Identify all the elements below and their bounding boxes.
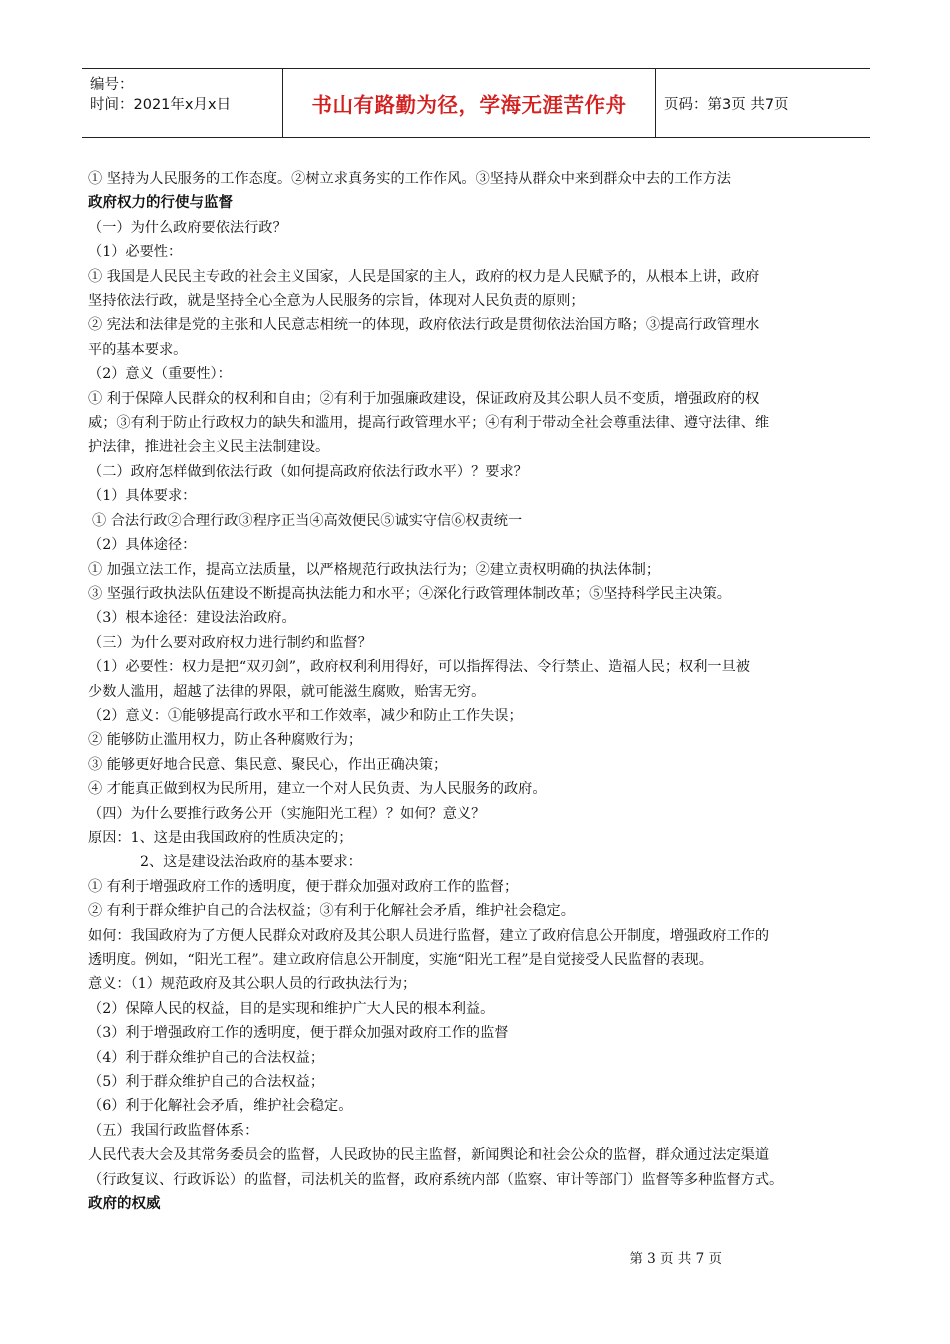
text-line: ② 有利于群众维护自己的合法权益；③有利于化解社会矛盾，维护社会稳定。 xyxy=(88,903,575,920)
text-line: （3）利于增强政府工作的透明度，便于群众加强对政府工作的监督 xyxy=(88,1025,509,1042)
text-line: 少数人滥用，超越了法律的界限，就可能滋生腐败，贻害无穷。 xyxy=(88,683,486,700)
text-line: （一）为什么政府要依法行政？ xyxy=(88,219,287,236)
text-line: （1）必要性：权力是把“双刃剑”，政府权利利用得好，可以指挥得法、令行禁止、造福人民；权利一旦被 xyxy=(88,659,750,676)
text-line: ① 利于保障人民群众的权利和自由；②有利于加强廉政建设，保证政府及其公职人员不变质，增强政府的权 xyxy=(88,390,760,407)
text-line: （1）必要性： xyxy=(88,244,183,261)
text-line: 威；③有利于防止行政权力的缺失和滥用，提高行政管理水平；④有利于带动全社会尊重法律、遵守法律、维 xyxy=(88,415,770,432)
text-line: （2）具体途径： xyxy=(88,537,197,554)
text-line: 2、这是建设法治政府的基本要求： xyxy=(140,854,362,871)
text-line: ② 宪法和法律是党的主张和人民意志相统一的体现，政府依法行政是贯彻依法治国方略；③提高行政管理水 xyxy=(88,317,760,334)
text-line: ① 我国是人民民主专政的社会主义国家，人民是国家的主人，政府的权力是人民赋予的，从根本上讲，政府 xyxy=(88,268,760,285)
section-heading: 政府的权威 xyxy=(88,1196,161,1213)
text-line: 坚持依法行政，就是坚持全心全意为人民服务的宗旨，体现对人民负责的原则； xyxy=(88,293,585,310)
text-line: （4）利于群众维护自己的合法权益； xyxy=(88,1049,325,1066)
text-line: （5）利于群众维护自己的合法权益； xyxy=(88,1074,325,1091)
text-line: ① 坚持为人民服务的工作态度。②树立求真务实的工作作风。③坚持从群众中来到群众中去的工作方法 xyxy=(88,171,731,187)
text-line: 平的基本要求。 xyxy=(88,341,188,358)
text-line: 原因：1、这是由我国政府的性质决定的； xyxy=(88,829,353,846)
header-date: 时间：2021年x月x日 xyxy=(90,97,232,113)
text-line: ③ 能够更好地合民意、集民意、聚民心，作出正确决策； xyxy=(88,756,448,773)
text-line: 如何：我国政府为了方便人民群众对政府及其公职人员进行监督，建立了政府信息公开制度，增强政府工作的 xyxy=(88,927,770,944)
text-line: （6）利于化解社会矛盾，维护社会稳定。 xyxy=(88,1098,353,1115)
text-line: （行政复议、行政诉讼）的监督，司法机关的监督，政府系统内部（监察、审计等部门）监督等多种监督方式。 xyxy=(88,1171,784,1188)
text-line: 人民代表大会及其常务委员会的监督，人民政协的民主监督，新闻舆论和社会公众的监督，群众通过法定渠道 xyxy=(88,1147,770,1164)
header-meta xyxy=(82,69,282,137)
header-page-number: 页码：第3页 共7页 xyxy=(664,96,789,113)
text-line: 护法律，推进社会主义民主法制建设。 xyxy=(88,439,330,456)
text-line: （2）意义（重要性）： xyxy=(88,366,232,383)
text-line: ① 有利于增强政府工作的透明度，便于群众加强对政府工作的监督； xyxy=(88,878,519,895)
text-line: ① 加强立法工作，提高立法质量，以严格规范行政执法行为；②建立责权明确的执法体制； xyxy=(88,561,661,578)
text-line: 透明度。例如，“阳光工程”。建立政府信息公开制度，实施“阳光工程”是自觉接受人民监督的表现。 xyxy=(88,952,713,968)
text-line: （二）政府怎样做到依法行政（如何提高政府依法行政水平）？要求？ xyxy=(88,463,528,480)
page-footer: 第 3 页 共 7 页 xyxy=(629,1251,722,1267)
text-line: （五）我国行政监督体系： xyxy=(88,1122,259,1139)
text-line: （1）具体要求： xyxy=(88,488,197,505)
text-line: ① 合法行政②合理行政③程序正当④高效便民⑤诚实守信⑥权责统一 xyxy=(92,512,523,529)
text-line: （三）为什么要对政府权力进行制约和监督？ xyxy=(88,634,372,651)
text-line: （四）为什么要推行政务公开（实施阳光工程）？如何？意义？ xyxy=(88,805,486,822)
page-header xyxy=(82,68,870,138)
document-body xyxy=(88,167,863,1216)
section-heading: 政府权力的行使与监督 xyxy=(88,195,233,212)
text-line: 意义：（1）规范政府及其公职人员的行政执法行为； xyxy=(88,976,417,993)
text-line: ③ 坚强行政执法队伍建设不断提高执法能力和水平；④深化行政管理体制改革；⑤坚持科学民主决策。 xyxy=(88,585,731,602)
text-line: （2）意义：①能够提高行政水平和工作效率，减少和防止工作失误； xyxy=(88,707,523,724)
text-line: （2）保障人民的权益，目的是实现和维护广大人民的根本利益。 xyxy=(88,1000,495,1017)
header-motto: 书山有路勤为径，学海无涯苦作舟 xyxy=(282,69,656,137)
text-line: （3）根本途径：建设法治政府。 xyxy=(88,610,296,627)
text-line: ④ 才能真正做到权为民所用，建立一个对人民负责、为人民服务的政府。 xyxy=(88,781,547,798)
text-line: ② 能够防止滥用权力，防止各种腐败行为； xyxy=(88,732,363,749)
header-code: 编号： xyxy=(90,77,134,93)
